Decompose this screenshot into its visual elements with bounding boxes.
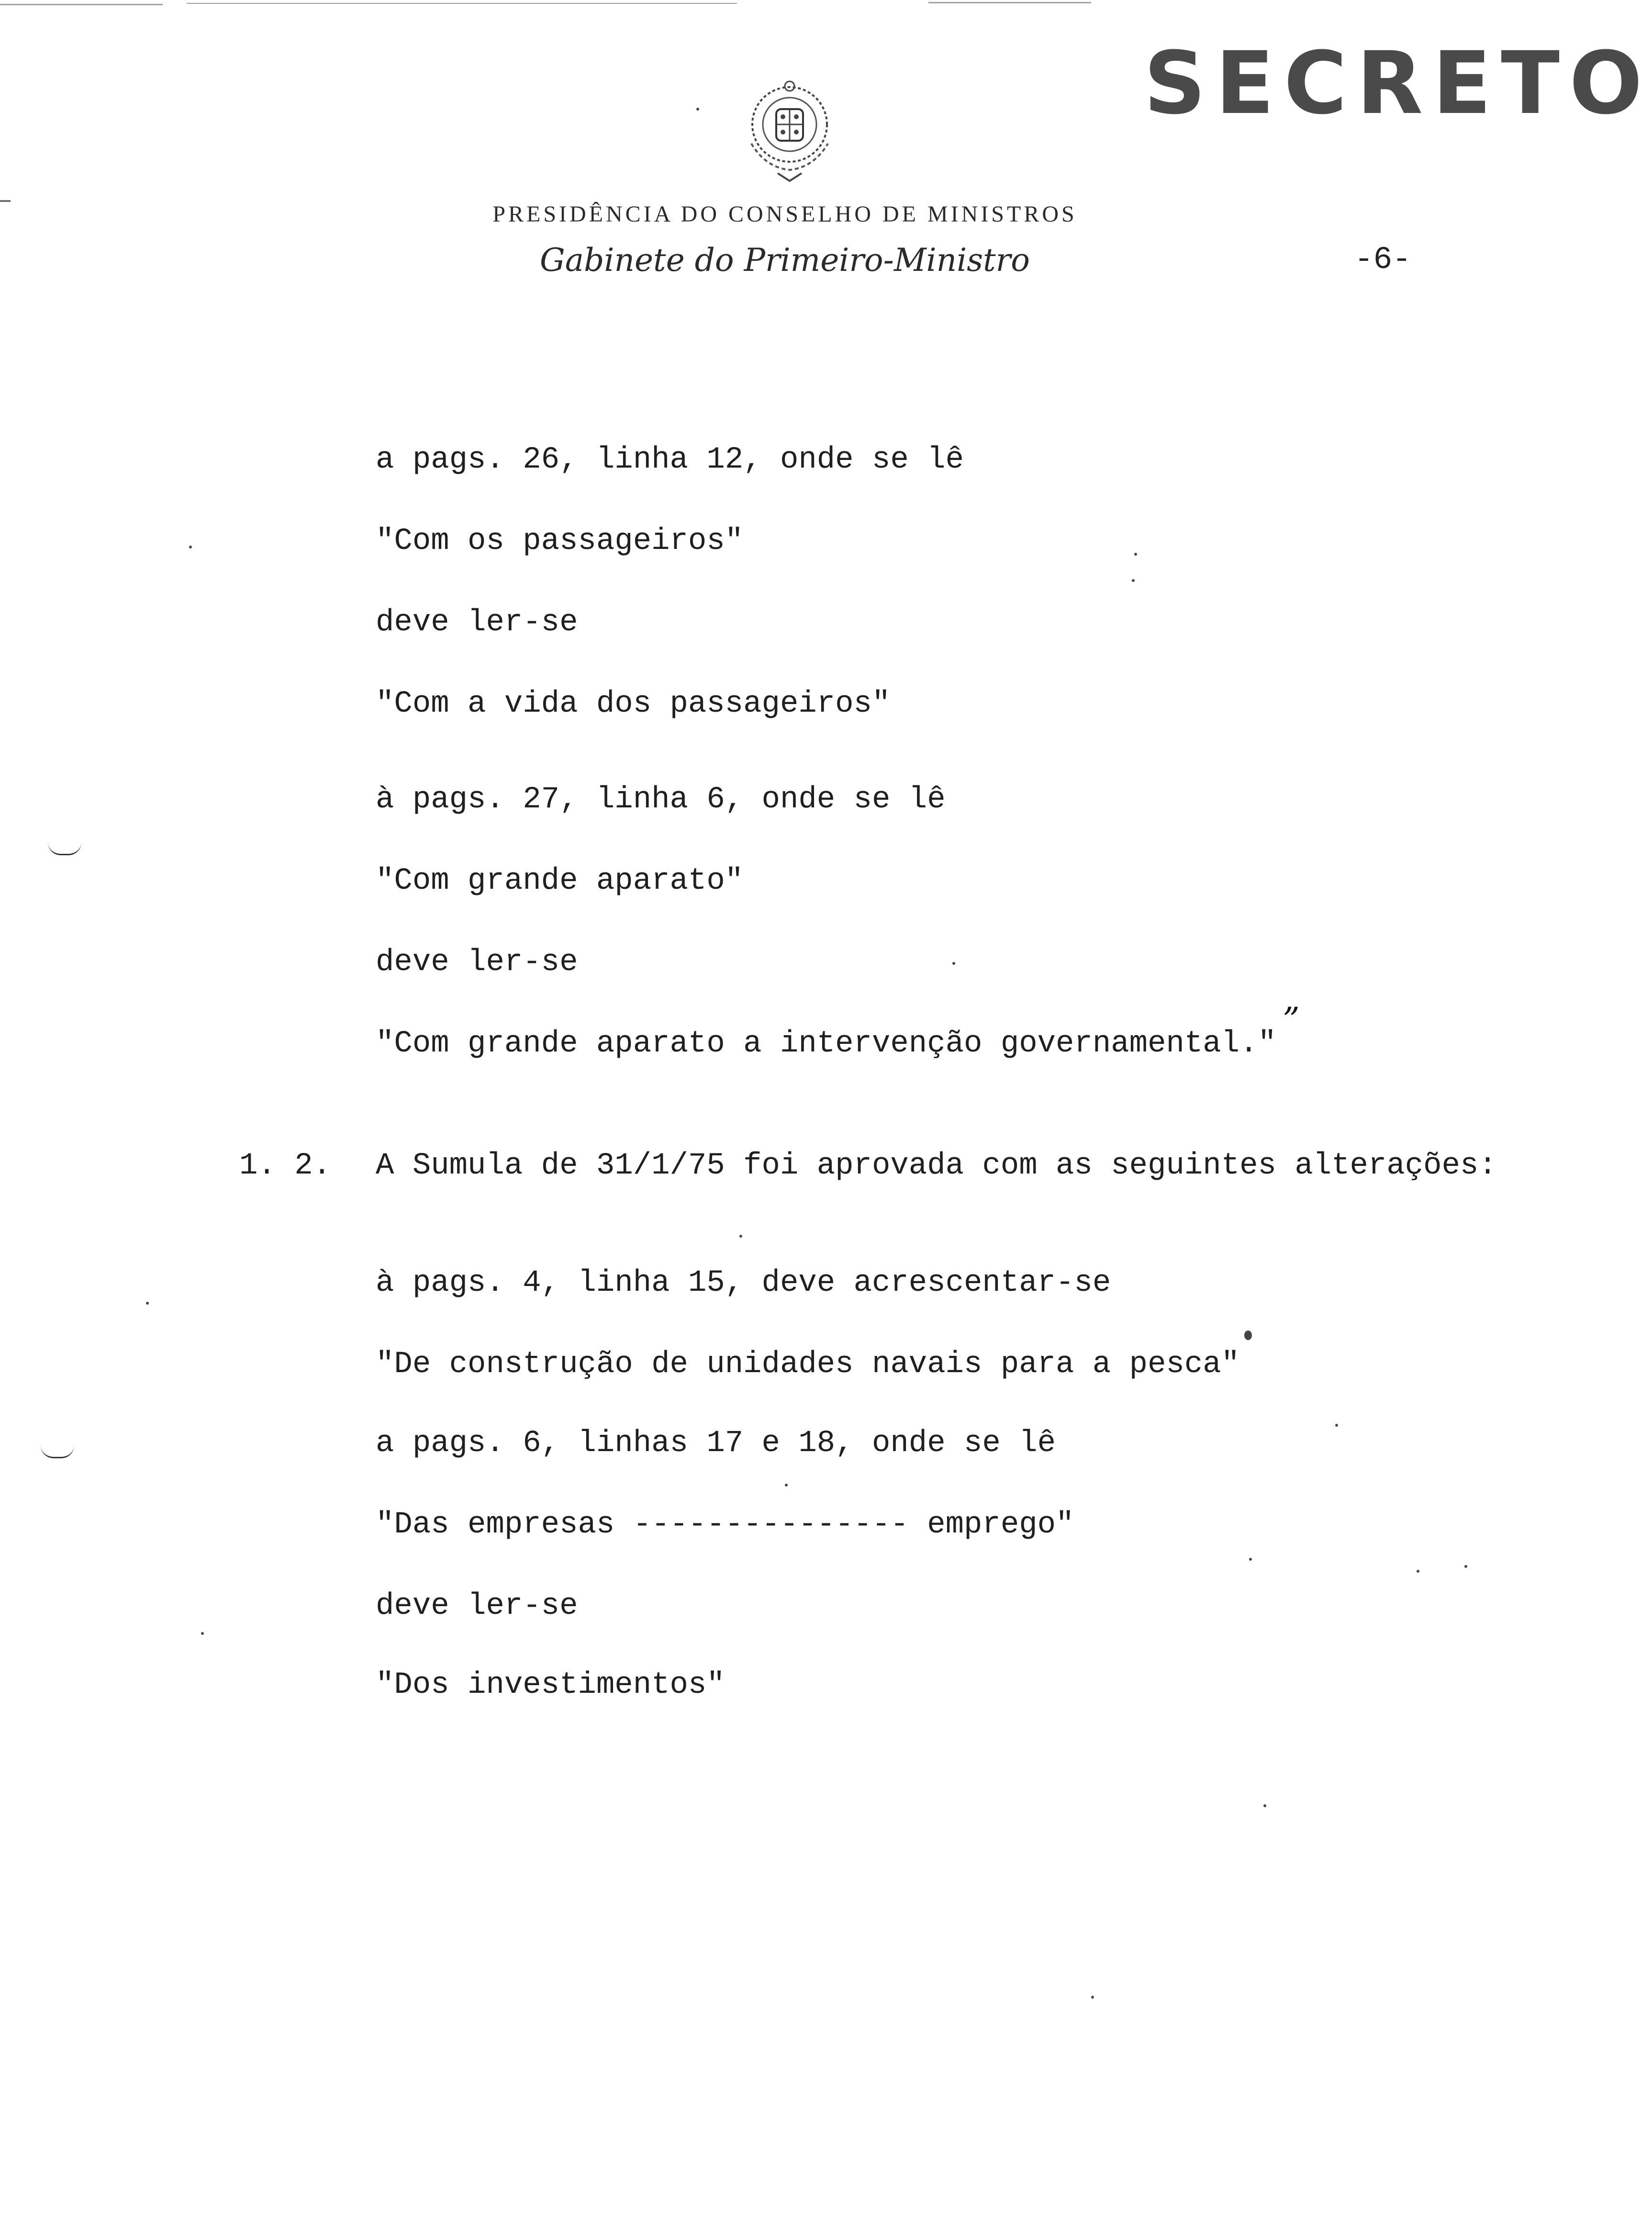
scan-speck [1091, 1996, 1094, 1999]
scan-speck [785, 1484, 788, 1487]
body-line: deve ler-se [376, 605, 578, 640]
item-line: "Das empresas --------------- emprego" [376, 1508, 1074, 1542]
scan-edge-line [0, 4, 163, 5]
scan-speck [1464, 1565, 1467, 1568]
secret-stamp: SECRETO [1144, 34, 1652, 134]
item-line: "Dos investimentos" [376, 1668, 725, 1702]
scan-speck [1263, 1804, 1266, 1807]
scan-edge-line [928, 2, 1091, 3]
ink-mark [1244, 1330, 1252, 1340]
body-line: deve ler-se [376, 945, 578, 980]
body-line: "Com grande aparato a intervenção governamental." [376, 1027, 1276, 1061]
page-number: -6- [1354, 242, 1411, 278]
item-line: deve ler-se [376, 1589, 578, 1623]
scan-speck [1335, 1424, 1338, 1427]
item-line: "De construção de unidades navais para a pesca" [376, 1347, 1240, 1382]
letterhead-title: PRESIDÊNCIA DO CONSELHO DE MINISTROS [492, 201, 1077, 227]
scan-speck [1132, 579, 1135, 582]
scan-speck [201, 1632, 204, 1635]
scan-speck [189, 546, 192, 548]
letterhead-subtitle: Gabinete do Primeiro-Ministro [540, 242, 1030, 279]
body-line: "Com os passageiros" [376, 524, 744, 559]
body-line: a pags. 26, linha 12, onde se lê [376, 443, 964, 477]
item-line: à pags. 4, linha 15, deve acrescentar-se [376, 1266, 1111, 1300]
body-line: à pags. 27, linha 6, onde se lê [376, 783, 946, 817]
scan-speck [1417, 1570, 1419, 1573]
scan-speck [696, 108, 699, 111]
item-line: a pags. 6, linhas 17 e 18, onde se lê [376, 1426, 1056, 1461]
scan-speck [739, 1235, 742, 1238]
item-number: 1. 2. [239, 1149, 332, 1183]
scan-speck [146, 1302, 149, 1305]
margin-tick [0, 200, 11, 202]
margin-fold-mark [41, 1445, 74, 1458]
handwritten-quote-mark: ” [1283, 1000, 1300, 1040]
body-line: "Com a vida dos passageiros" [376, 687, 891, 721]
republic-emblem-icon [732, 72, 847, 187]
margin-fold-mark [48, 842, 81, 855]
item-text: A Sumula de 31/1/75 foi aprovada com as seguintes alterações: [376, 1149, 1497, 1183]
scan-edge-line [187, 3, 737, 4]
scan-speck [1249, 1558, 1252, 1561]
body-line: "Com grande aparato" [376, 864, 744, 898]
scan-speck [952, 962, 955, 965]
scan-speck [1134, 553, 1137, 556]
